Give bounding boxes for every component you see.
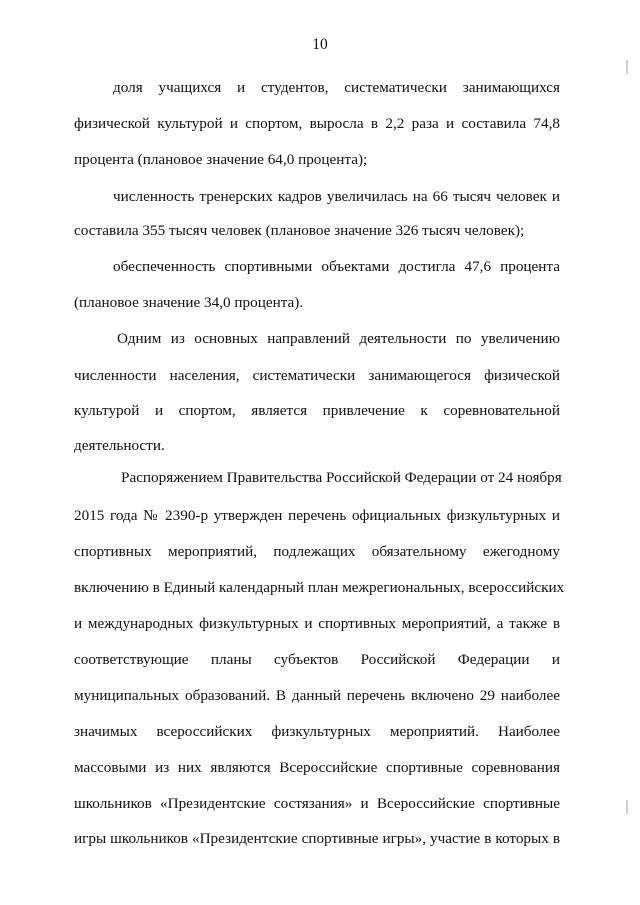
text-line: включению в Единый календарный план межрегиональных, всероссийских: [74, 579, 565, 596]
text-line: Распоряжением Правительства Российской Федерации от 24 ноября: [121, 469, 562, 486]
text-line: соответствующие планы субъектов Российской Федерации и: [74, 651, 560, 668]
text-line: культурой и спортом, является привлечение к соревновательной: [74, 402, 560, 419]
scan-mark: [626, 60, 628, 74]
text-line: численность тренерских кадров увеличилась на 66 тысяч человек и: [113, 188, 560, 205]
text-line: численности населения, систематически занимающегося физической: [74, 367, 560, 384]
text-line: обеспеченность спортивными объектами достигла 47,6 процента: [113, 258, 560, 275]
text-line: доля учащихся и студентов, систематически занимающихся: [113, 79, 560, 96]
text-line: игры школьников «Президентские спортивные игры», участие в которых в: [74, 830, 560, 847]
text-line: Одним из основных направлений деятельности по увеличению: [117, 330, 560, 347]
text-line: физической культурой и спортом, выросла в 2,2 раза и составила 74,8: [74, 115, 560, 132]
text-line: массовыми из них являются Всероссийские спортивные соревнования: [74, 759, 560, 776]
text-line: деятельности.: [74, 437, 165, 454]
text-line: и международных физкультурных и спортивных мероприятий, а также в: [74, 615, 560, 632]
text-line: значимых всероссийских физкультурных мероприятий. Наиболее: [74, 723, 560, 740]
text-line: процента (плановое значение 64,0 процента);: [74, 151, 368, 168]
text-line: школьников «Президентские состязания» и Всероссийские спортивные: [74, 795, 560, 812]
text-line: спортивных мероприятий, подлежащих обязательному ежегодному: [74, 543, 560, 560]
text-line: 2015 года № 2390-р утвержден перечень официальных физкультурных и: [74, 507, 560, 524]
text-line: муниципальных образований. В данный перечень включено 29 наиболее: [74, 687, 560, 704]
page-number: 10: [312, 36, 328, 53]
text-line: (плановое значение 34,0 процента).: [74, 294, 304, 311]
scan-mark: [626, 800, 628, 814]
text-line: составила 355 тысяч человек (плановое значение 326 тысяч человек);: [74, 222, 525, 239]
